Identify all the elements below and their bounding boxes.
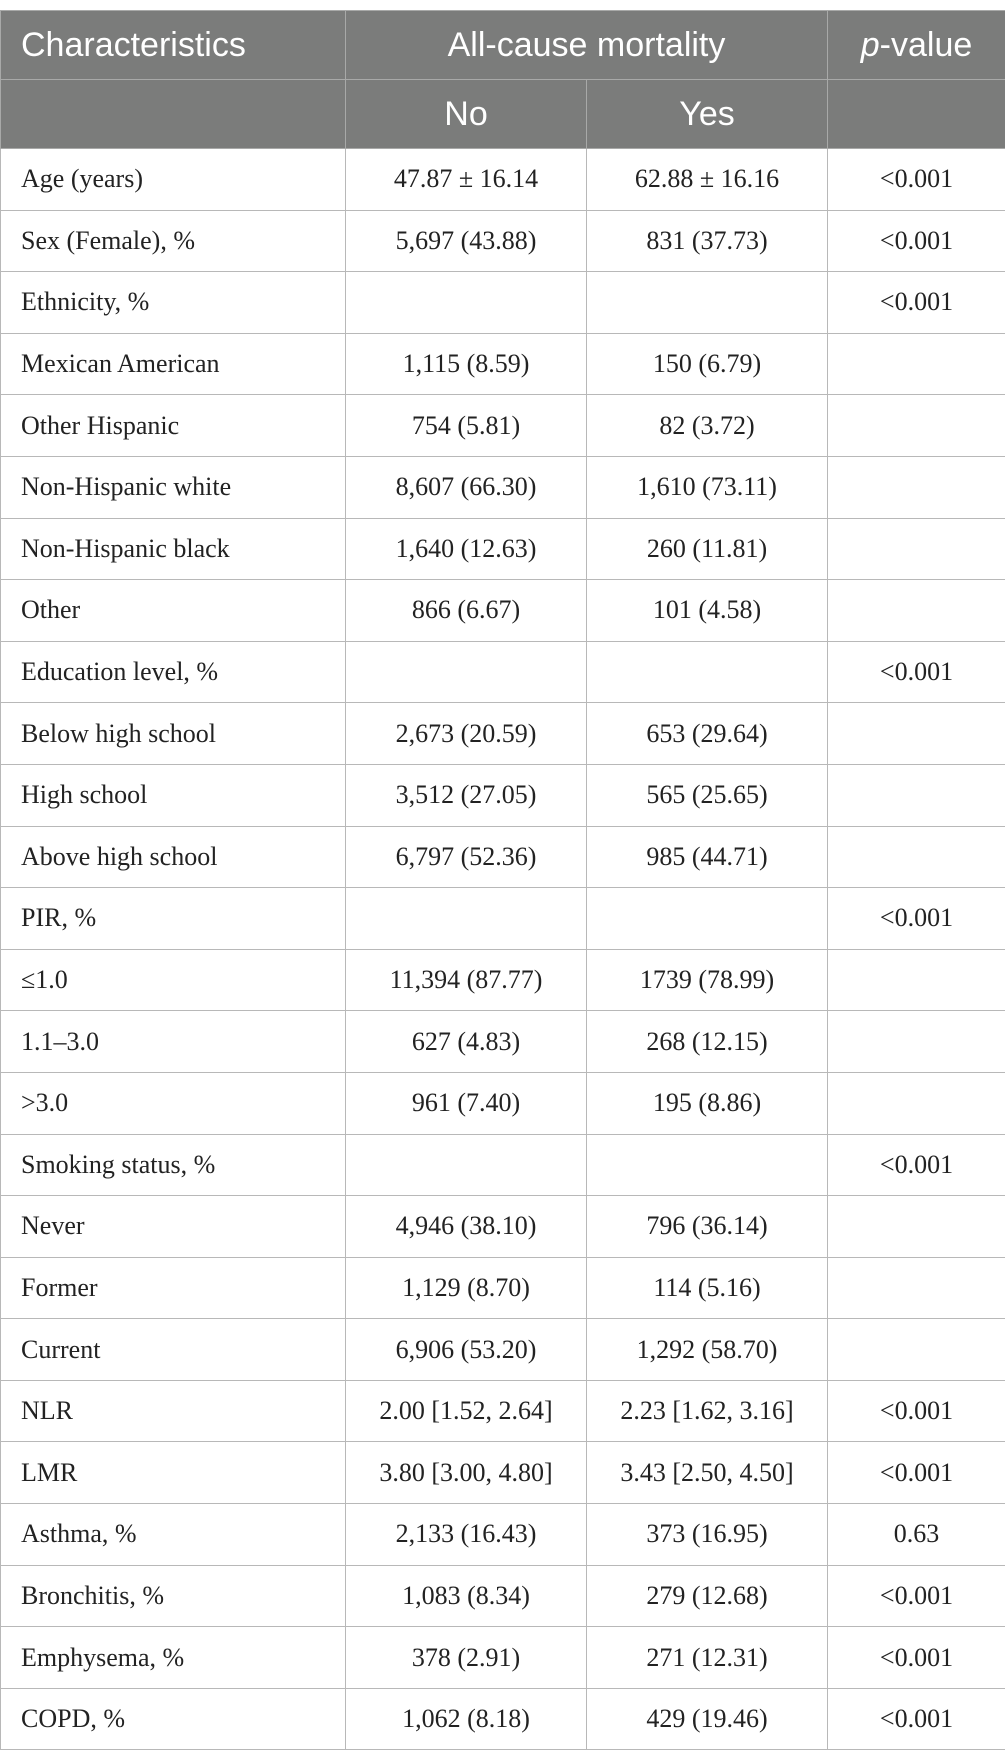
p-value-cell (828, 1011, 1005, 1073)
table-row (1, 1196, 1005, 1258)
no-value-cell: 627 (4.83) (346, 1011, 587, 1073)
yes-value-cell: 195 (8.86) (587, 1072, 828, 1134)
table-row (1, 1504, 1005, 1566)
no-value-cell (346, 641, 587, 703)
table-body (1, 149, 1005, 1750)
no-value-cell: 2,673 (20.59) (346, 703, 587, 765)
p-value-cell: <0.001 (828, 1380, 1005, 1442)
row-label-cell: High school (1, 764, 346, 826)
table-row (1, 1011, 1005, 1073)
header-p-value-suffix: -value (879, 25, 973, 64)
header-empty-characteristics (1, 80, 346, 149)
row-label-cell: LMR (1, 1442, 346, 1504)
yes-value-cell: 653 (29.64) (587, 703, 828, 765)
table-header (1, 11, 1005, 149)
p-value-cell (828, 949, 1005, 1011)
row-label-cell: 1.1–3.0 (1, 1011, 346, 1073)
p-value-cell (828, 703, 1005, 765)
p-value-cell (828, 1196, 1005, 1258)
table-row (1, 703, 1005, 765)
row-label-cell: Sex (Female), % (1, 210, 346, 272)
yes-value-cell: 62.88 ± 16.16 (587, 149, 828, 211)
no-value-cell (346, 1134, 587, 1196)
table-row (1, 272, 1005, 334)
yes-value-cell: 1,292 (58.70) (587, 1319, 828, 1381)
yes-value-cell: 260 (11.81) (587, 518, 828, 580)
yes-value-cell (587, 641, 828, 703)
row-label-cell: Ethnicity, % (1, 272, 346, 334)
p-value-cell: <0.001 (828, 1627, 1005, 1689)
table-row (1, 949, 1005, 1011)
header-row-1 (1, 11, 1005, 80)
row-label-cell: Age (years) (1, 149, 346, 211)
row-label-cell: Below high school (1, 703, 346, 765)
yes-value-cell (587, 1134, 828, 1196)
row-label-cell: Bronchitis, % (1, 1565, 346, 1627)
yes-value-cell (587, 888, 828, 950)
no-value-cell: 6,797 (52.36) (346, 826, 587, 888)
header-yes: Yes (587, 80, 828, 149)
p-value-cell (828, 580, 1005, 642)
no-value-cell: 961 (7.40) (346, 1072, 587, 1134)
table-row (1, 1442, 1005, 1504)
p-value-cell: <0.001 (828, 272, 1005, 334)
p-value-cell: <0.001 (828, 1442, 1005, 1504)
row-label-cell: NLR (1, 1380, 346, 1442)
no-value-cell: 11,394 (87.77) (346, 949, 587, 1011)
header-no: No (346, 80, 587, 149)
table-row (1, 1072, 1005, 1134)
table-row (1, 456, 1005, 518)
row-label-cell: ≤1.0 (1, 949, 346, 1011)
yes-value-cell: 796 (36.14) (587, 1196, 828, 1258)
row-label-cell: PIR, % (1, 888, 346, 950)
row-label-cell: Other (1, 580, 346, 642)
table-row (1, 1688, 1005, 1750)
yes-value-cell: 2.23 [1.62, 3.16] (587, 1380, 828, 1442)
no-value-cell: 1,129 (8.70) (346, 1257, 587, 1319)
yes-value-cell: 279 (12.68) (587, 1565, 828, 1627)
yes-value-cell: 3.43 [2.50, 4.50] (587, 1442, 828, 1504)
row-label-cell: Mexican American (1, 333, 346, 395)
row-label-cell: Other Hispanic (1, 395, 346, 457)
p-value-cell (828, 1072, 1005, 1134)
p-value-cell: <0.001 (828, 1688, 1005, 1750)
p-value-cell (828, 1319, 1005, 1381)
no-value-cell: 8,607 (66.30) (346, 456, 587, 518)
yes-value-cell: 101 (4.58) (587, 580, 828, 642)
characteristics-table-container (0, 10, 1005, 1750)
table-row (1, 149, 1005, 211)
yes-value-cell: 985 (44.71) (587, 826, 828, 888)
table-row (1, 1257, 1005, 1319)
table-row (1, 518, 1005, 580)
no-value-cell: 3.80 [3.00, 4.80] (346, 1442, 587, 1504)
row-label-cell: Current (1, 1319, 346, 1381)
p-value-cell (828, 764, 1005, 826)
p-value-cell: <0.001 (828, 888, 1005, 950)
no-value-cell: 866 (6.67) (346, 580, 587, 642)
no-value-cell: 2.00 [1.52, 2.64] (346, 1380, 587, 1442)
no-value-cell (346, 272, 587, 334)
p-value-cell: 0.63 (828, 1504, 1005, 1566)
yes-value-cell: 268 (12.15) (587, 1011, 828, 1073)
no-value-cell: 754 (5.81) (346, 395, 587, 457)
header-p-value-italic: p (860, 25, 880, 64)
characteristics-table (0, 10, 1005, 1750)
yes-value-cell: 271 (12.31) (587, 1627, 828, 1689)
row-label-cell: Non-Hispanic black (1, 518, 346, 580)
p-value-cell: <0.001 (828, 1134, 1005, 1196)
p-value-cell: <0.001 (828, 149, 1005, 211)
table-row (1, 395, 1005, 457)
p-value-cell (828, 456, 1005, 518)
no-value-cell: 1,062 (8.18) (346, 1688, 587, 1750)
row-label-cell: Above high school (1, 826, 346, 888)
no-value-cell: 47.87 ± 16.14 (346, 149, 587, 211)
table-row (1, 641, 1005, 703)
no-value-cell: 2,133 (16.43) (346, 1504, 587, 1566)
yes-value-cell: 831 (37.73) (587, 210, 828, 272)
yes-value-cell: 82 (3.72) (587, 395, 828, 457)
table-row (1, 1380, 1005, 1442)
header-p-value (828, 11, 1005, 80)
row-label-cell: Never (1, 1196, 346, 1258)
yes-value-cell: 429 (19.46) (587, 1688, 828, 1750)
yes-value-cell: 1739 (78.99) (587, 949, 828, 1011)
no-value-cell: 378 (2.91) (346, 1627, 587, 1689)
table-row (1, 580, 1005, 642)
row-label-cell: >3.0 (1, 1072, 346, 1134)
header-all-cause-mortality: All-cause mortality (346, 11, 828, 80)
row-label-cell: Former (1, 1257, 346, 1319)
row-label-cell: COPD, % (1, 1688, 346, 1750)
p-value-cell (828, 1257, 1005, 1319)
header-empty-p-value (828, 80, 1005, 149)
no-value-cell: 1,083 (8.34) (346, 1565, 587, 1627)
row-label-cell: Smoking status, % (1, 1134, 346, 1196)
table-row (1, 210, 1005, 272)
no-value-cell: 3,512 (27.05) (346, 764, 587, 826)
table-row (1, 826, 1005, 888)
header-row-2 (1, 80, 1005, 149)
yes-value-cell: 373 (16.95) (587, 1504, 828, 1566)
table-row (1, 1627, 1005, 1689)
p-value-cell (828, 518, 1005, 580)
yes-value-cell: 114 (5.16) (587, 1257, 828, 1319)
p-value-cell: <0.001 (828, 641, 1005, 703)
table-row (1, 1319, 1005, 1381)
table-row (1, 1565, 1005, 1627)
table-row (1, 1134, 1005, 1196)
row-label-cell: Education level, % (1, 641, 346, 703)
p-value-cell: <0.001 (828, 1565, 1005, 1627)
no-value-cell: 1,640 (12.63) (346, 518, 587, 580)
no-value-cell (346, 888, 587, 950)
row-label-cell: Non-Hispanic white (1, 456, 346, 518)
no-value-cell: 1,115 (8.59) (346, 333, 587, 395)
p-value-cell (828, 395, 1005, 457)
no-value-cell: 5,697 (43.88) (346, 210, 587, 272)
yes-value-cell (587, 272, 828, 334)
p-value-cell: <0.001 (828, 210, 1005, 272)
yes-value-cell: 150 (6.79) (587, 333, 828, 395)
p-value-cell (828, 826, 1005, 888)
no-value-cell: 4,946 (38.10) (346, 1196, 587, 1258)
row-label-cell: Emphysema, % (1, 1627, 346, 1689)
row-label-cell: Asthma, % (1, 1504, 346, 1566)
yes-value-cell: 565 (25.65) (587, 764, 828, 826)
table-row (1, 764, 1005, 826)
yes-value-cell: 1,610 (73.11) (587, 456, 828, 518)
p-value-cell (828, 333, 1005, 395)
table-row (1, 888, 1005, 950)
table-row (1, 333, 1005, 395)
no-value-cell: 6,906 (53.20) (346, 1319, 587, 1381)
header-characteristics: Characteristics (1, 11, 346, 80)
